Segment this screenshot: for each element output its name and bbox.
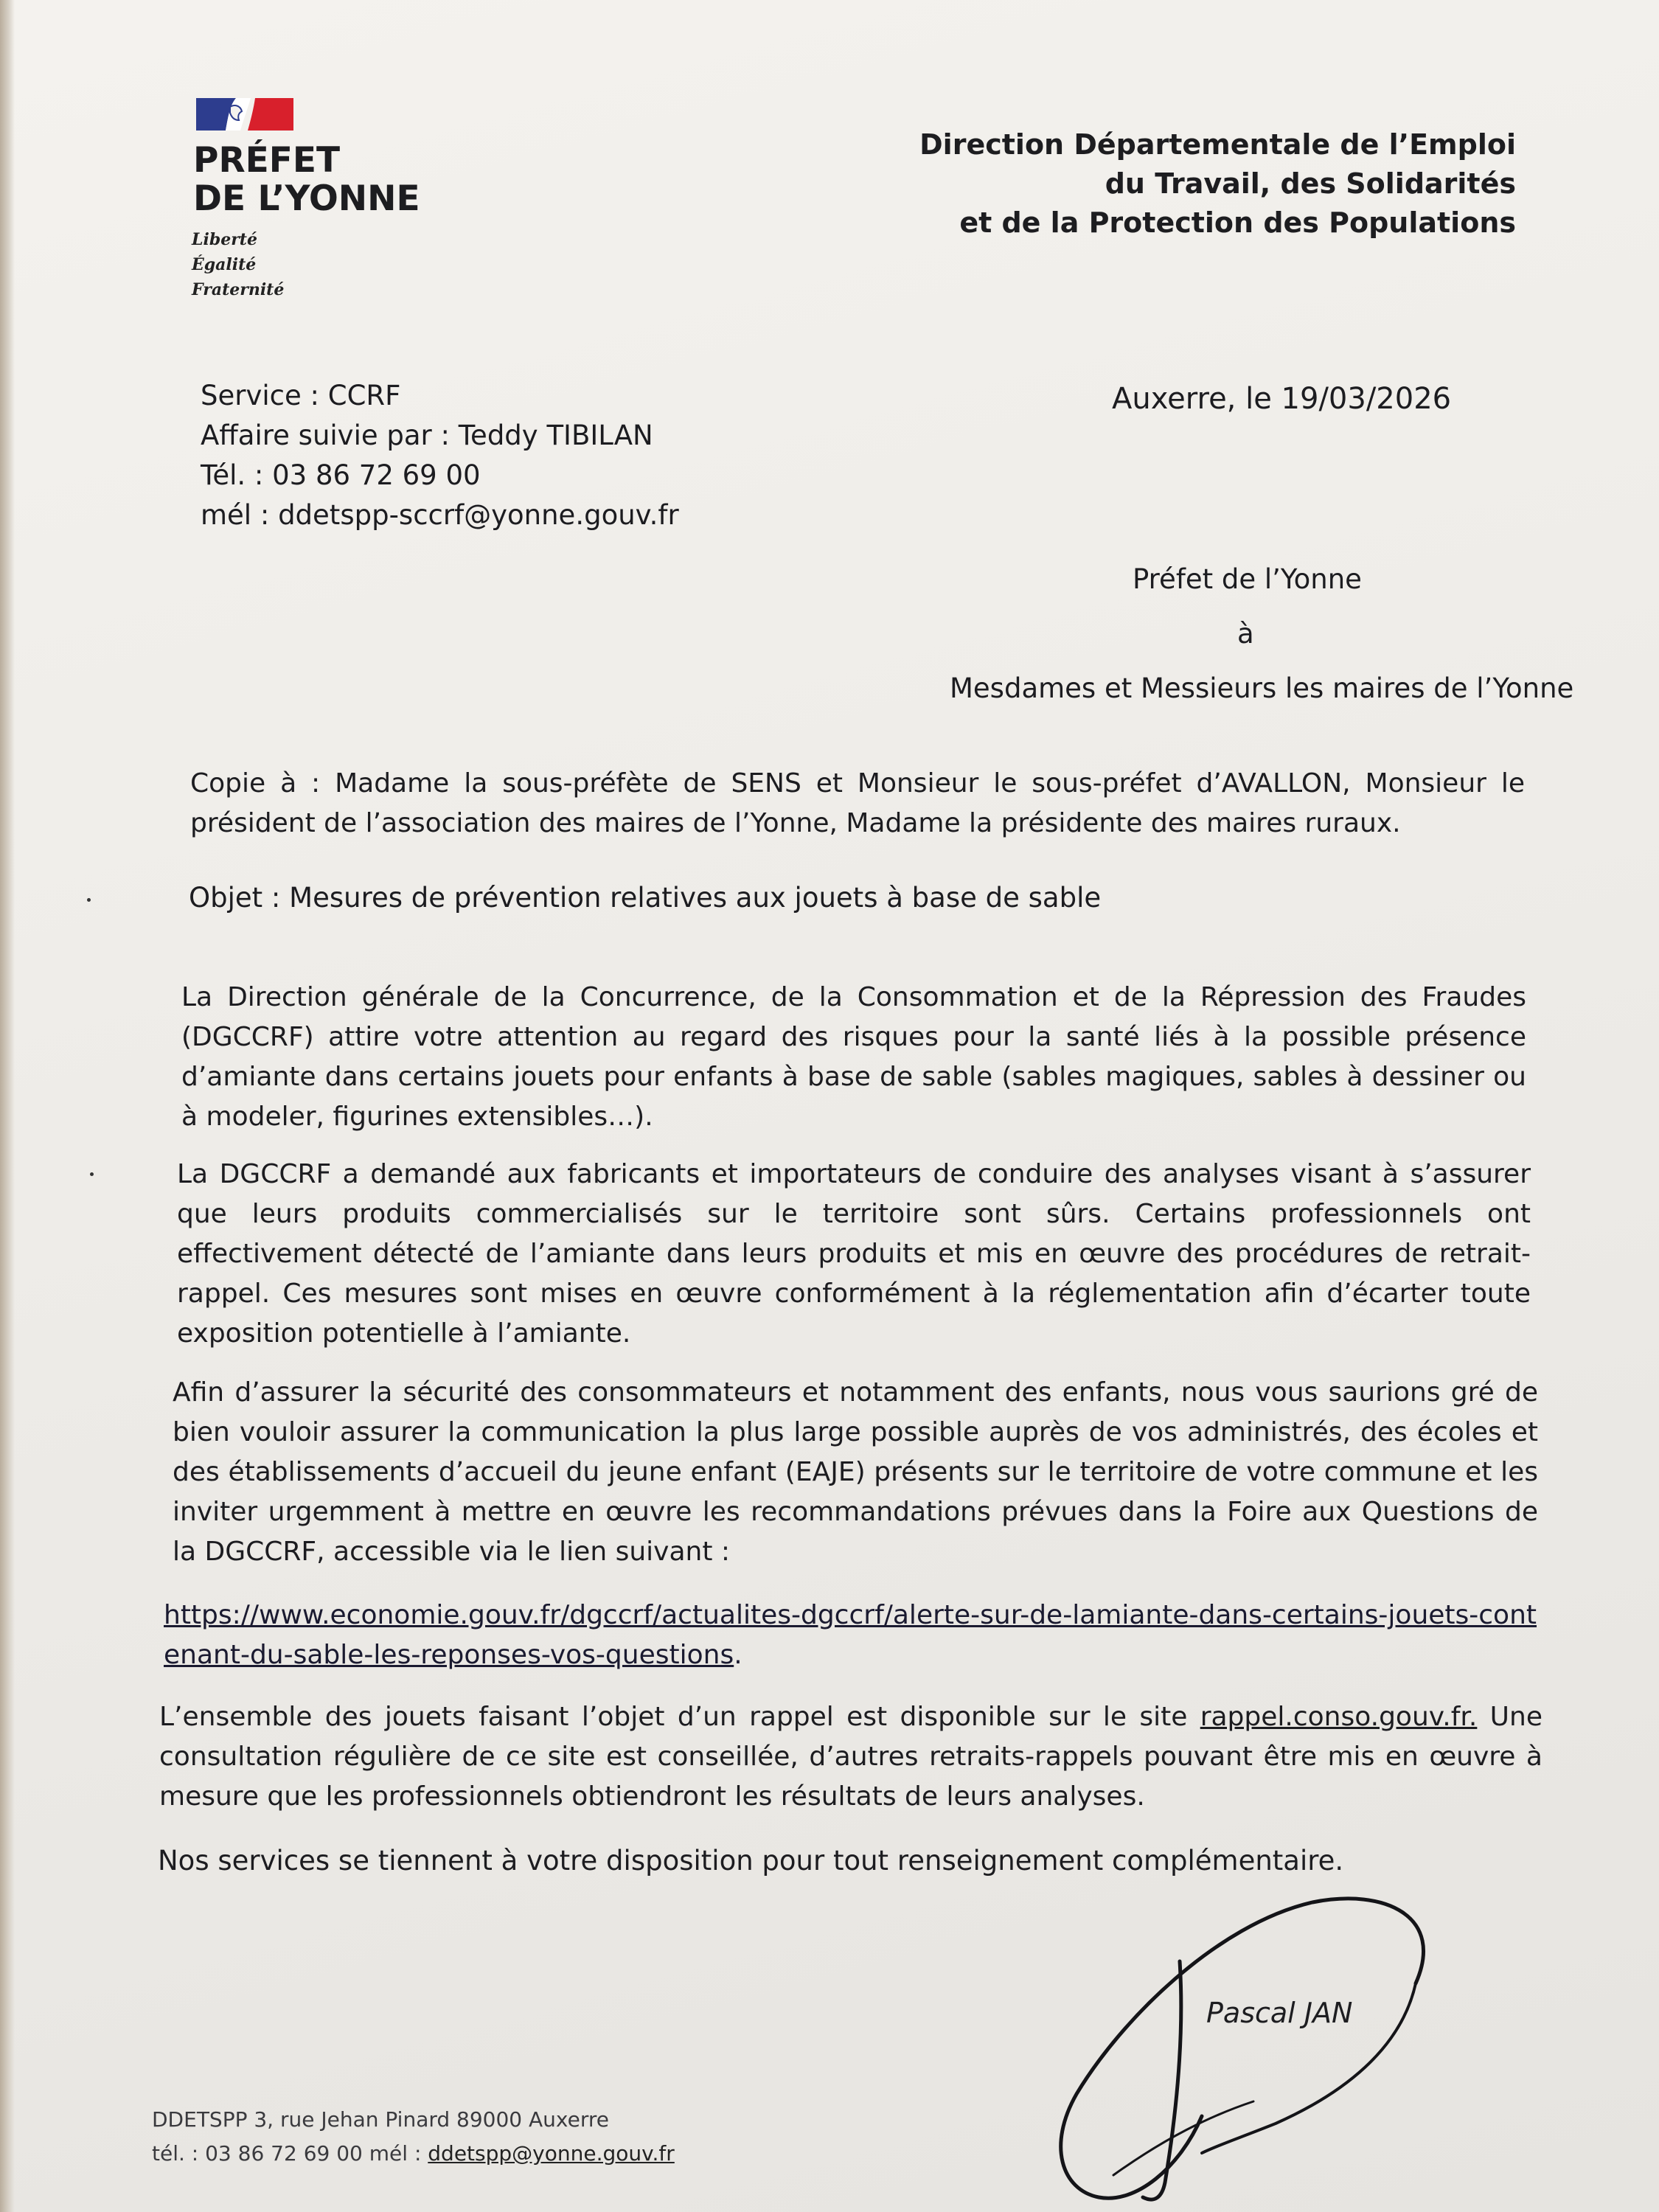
sender-email: mél : ddetspp-sccrf@yonne.gouv.fr: [201, 499, 679, 531]
paper-edge-shadow: [0, 0, 15, 2212]
paragraph-4-end: Une consultation régulière de ce site est conseillée, d’autres retraits-rappels pouvant être mis en œuvre à mesure que les professionnels obtiendront les résultats de leurs analyses.: [159, 1702, 1543, 1812]
body-paragraph-1: La Direction générale de la Concurrence, de la Consommation et de la Répression des Fraudes (DGCCRF) attire votre attention au regard des risques pour la santé liés à la possible présence d’amiante dans certains jouets pour enfants à base de sable (sables magiques, sables à dessiner ou à modeler, figurines extensibles…).: [181, 982, 1526, 1132]
motto-fraternite: Fraternité: [192, 280, 285, 299]
signature-loop: [1061, 1899, 1424, 2198]
body-paragraph-2: La DGCCRF a demandé aux fabricants et importateurs de conduire des analyses visant à s’assurer que leurs produits commercialisés sur le territoire sont sûrs. Certains professionnels ont effectivement détecté de l’amiante dans leurs produits et mis en œuvre des procédures de retrait-rappel. Ces mesures sont mises en œuvre conformément à la réglementation afin d’écarter toute exposition potentielle à l’amiante.: [177, 1159, 1531, 1349]
signatory-name: Pascal JAN: [1206, 1997, 1353, 2029]
footer-phone: tél. : 03 86 72 69 00 mél :: [152, 2141, 428, 2166]
sender-phone: Tél. : 03 86 72 69 00: [201, 459, 481, 491]
object-line: Objet : Mesures de prévention relatives aux jouets à base de sable: [189, 882, 1102, 914]
sender-service: Service : CCRF: [201, 380, 401, 411]
prefecture-title-line-2: DE L’YONNE: [193, 178, 420, 219]
sender-followed-by: Affaire suivie par : Teddy TIBILAN: [201, 420, 653, 451]
faq-link-paragraph: [164, 1596, 1543, 1675]
motto-liberte: Liberté: [192, 230, 257, 249]
rappel-conso-link[interactable]: rappel.conso.gouv.fr.: [1200, 1702, 1478, 1732]
signature-flourish: [1113, 2101, 1253, 2175]
addressing-from: Préfet de l’Yonne: [1133, 563, 1362, 595]
addressing-a: à: [1237, 618, 1254, 650]
date-line: Auxerre, le 19/03/2026: [1112, 382, 1452, 416]
faq-link[interactable]: https://www.economie.gouv.fr/dgccrf/actualites-dgccrf/alerte-sur-de-lamiante-dans-certains-jouets-contenant-du-sable-les-reponses-vos-questions: [164, 1600, 1537, 1670]
motto-egalite: Égalité: [192, 255, 257, 274]
handwritten-signature: [1032, 1873, 1445, 2212]
direction-heading: [919, 125, 1516, 243]
footer: [152, 2103, 675, 2171]
republic-motto: [192, 227, 284, 302]
closing-line: Nos services se tiennent à votre disposition pour tout renseignement complémentaire.: [158, 1845, 1344, 1877]
prefecture-title: [193, 142, 503, 218]
footer-email-link[interactable]: ddetspp@yonne.gouv.fr: [428, 2141, 675, 2166]
footer-address: DDETSPP 3, rue Jehan Pinard 89000 Auxerre: [152, 2107, 609, 2132]
body-paragraph-3: Afin d’assurer la sécurité des consommateurs et notamment des enfants, nous vous saurions gré de bien vouloir assurer la communication la plus large possible auprès de vos administrés, des écoles et des établissements d’accueil du jeune enfant (EAJE) présents sur le territoire de votre commune et les inviter urgemment à mettre en œuvre les recommandations prévues dans la Foire aux Questions de la DGCCRF, accessible via le lien suivant :: [173, 1377, 1538, 1567]
flag-red-band: [248, 98, 293, 131]
signature-stem: [1143, 1961, 1181, 2199]
copy-recipients: Copie à : Madame la sous-préfète de SENS et Monsieur le sous-préfet d’AVALLON, Monsieur le président de l’association des maires de l’Yonne, Madame la présidente des maires ruraux.: [190, 768, 1525, 838]
direction-line-3: et de la Protection des Populations: [959, 206, 1516, 239]
margin-mark: [87, 898, 91, 902]
marianne-flag-logo: [196, 98, 293, 131]
prefecture-title-line-1: PRÉFET: [193, 140, 341, 181]
margin-mark: [90, 1172, 94, 1176]
faq-link-period: .: [734, 1640, 742, 1670]
direction-line-1: Direction Départementale de l’Emploi: [919, 128, 1516, 161]
sender-info: [201, 376, 679, 535]
addressing-to: Mesdames et Messieurs les maires de l’Yonne: [950, 672, 1574, 704]
paragraph-4-start: L’ensemble des jouets faisant l’objet d’un rappel est disponible sur le site: [159, 1702, 1200, 1732]
footer-contact: [152, 2137, 675, 2171]
direction-line-2: du Travail, des Solidarités: [1105, 167, 1516, 200]
body-paragraph-4: [159, 1697, 1543, 1817]
